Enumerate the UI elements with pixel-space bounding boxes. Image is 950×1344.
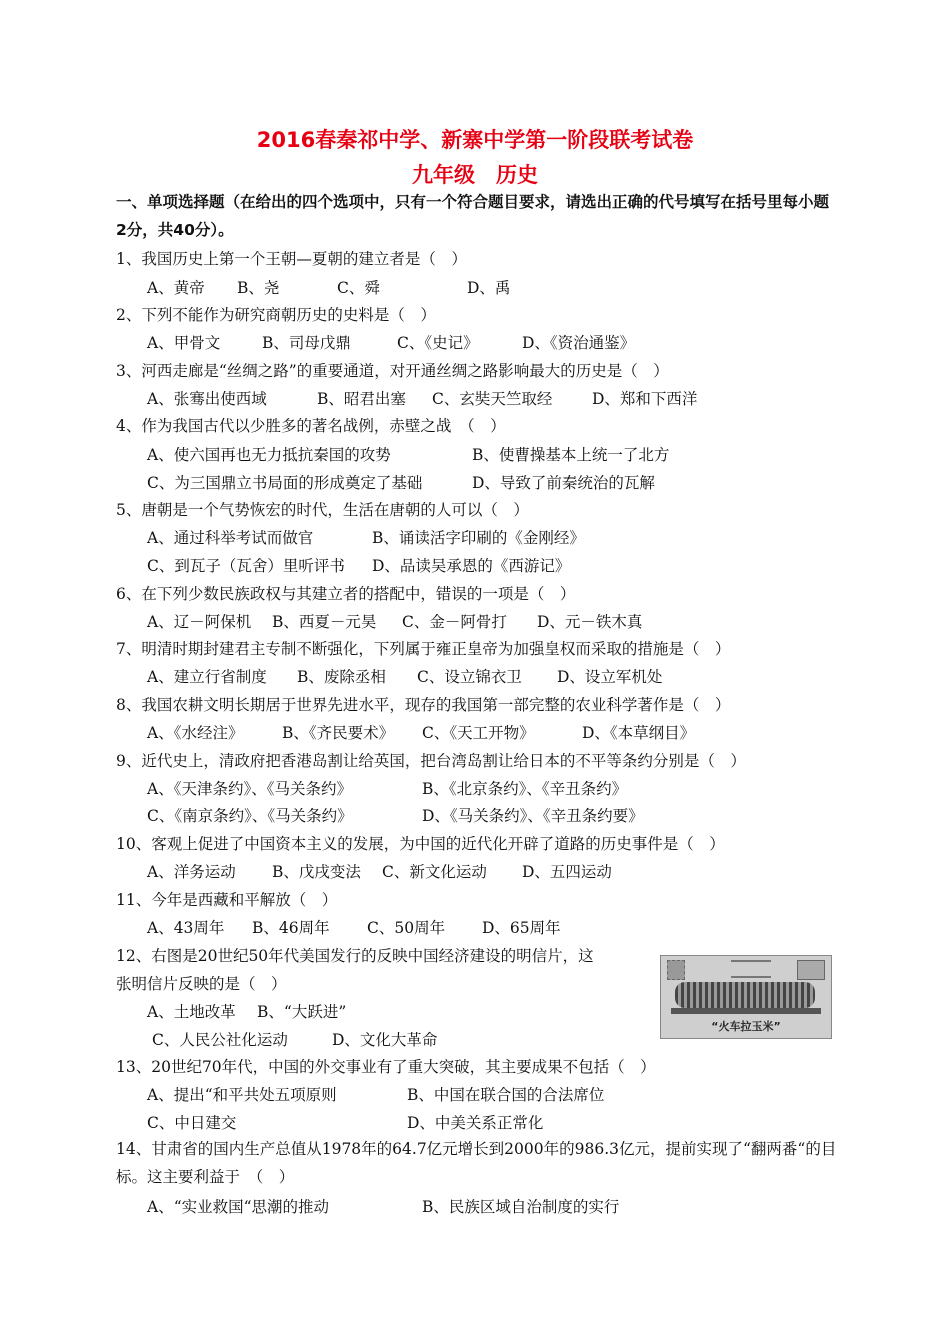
option: C、玄奘天竺取经	[432, 390, 553, 408]
option: C、《南京条约》、《马关条约》	[147, 807, 353, 825]
exam-subtitle: 九年级 历史	[412, 163, 538, 187]
option: D、设立军机处	[557, 668, 663, 686]
train-wheels	[671, 1008, 821, 1014]
option: C、中日建交	[147, 1114, 237, 1132]
question-stem: 2、下列不能作为研究商朝历史的史料是（ ）	[116, 306, 436, 324]
option: A、建立行省制度	[147, 668, 267, 686]
option: A、《天津条约》、《马关条约》	[147, 780, 352, 798]
question-stem: 5、唐朝是一个气势恢宏的时代，生活在唐朝的人可以（ ）	[116, 501, 529, 519]
question-stem-cont: 张明信片反映的是（ ）	[116, 975, 287, 993]
postmark-icon	[731, 960, 771, 978]
question-stem: 3、河西走廊是“丝绸之路”的重要通道，对开通丝绸之路影响最大的历史是（ ）	[116, 362, 669, 380]
option: A、使六国再也无力抵抗秦国的攻势	[147, 446, 391, 464]
option: C、《史记》	[397, 334, 479, 352]
corn-train-illustration	[675, 982, 815, 1008]
question-stem: 13、20世纪70年代，中国的外交事业有了重大突破，其主要成果不包括（ ）	[116, 1058, 656, 1076]
option: A、黄帝	[147, 279, 205, 297]
option: D、郑和下西洋	[592, 390, 698, 408]
option: A、张骞出使西域	[147, 390, 267, 408]
option: C、设立锦衣卫	[417, 668, 522, 686]
option: D、中美关系正常化	[407, 1114, 544, 1132]
question-stem: 9、近代史上，清政府把香港岛割让给英国，把台湾岛割让给日本的不平等条约分别是（ ）	[116, 752, 746, 770]
option: B、使曹操基本上统一了北方	[472, 446, 670, 464]
option: A、通过科举考试而做官	[147, 529, 314, 547]
option: B、废除丞相	[297, 668, 386, 686]
option: B、中国在联合国的合法席位	[407, 1086, 605, 1104]
option: B、戊戌变法	[272, 863, 361, 881]
option: C、人民公社化运动	[152, 1031, 288, 1049]
option: D、元－铁木真	[537, 613, 643, 631]
stamp-icon	[667, 960, 685, 980]
option: A、洋务运动	[147, 863, 236, 881]
question-stem: 6、在下列少数民族政权与其建立者的搭配中，错误的一项是（ ）	[116, 585, 576, 603]
question-stem: 4、作为我国古代以少胜多的著名战例，赤壁之战 （ ）	[116, 417, 506, 435]
option: A、43周年	[147, 919, 225, 937]
option: B、尧	[237, 279, 280, 297]
option: B、《齐民要术》	[282, 724, 395, 742]
option: B、《北京条约》、《辛丑条约》	[422, 780, 628, 798]
option: D、《资治通鉴》	[522, 334, 636, 352]
question-stem: 14、甘肃省的国内生产总值从1978年的64.7亿元增长到2000年的986.3亿元，提前实现了“翻两番“的目标。这主要利益于 （ ）	[116, 1140, 837, 1186]
stamp-icon	[797, 960, 825, 980]
option: D、禹	[467, 279, 511, 297]
option: A、土地改革	[147, 1003, 236, 1021]
option: D、65周年	[482, 919, 561, 937]
option: B、诵读活字印刷的《金刚经》	[372, 529, 585, 547]
option: B、46周年	[252, 919, 330, 937]
option: C、舜	[337, 279, 380, 297]
postcard-image	[660, 955, 832, 1039]
option: C、50周年	[367, 919, 446, 937]
option: C、为三国鼎立书局面的形成奠定了基础	[147, 474, 423, 492]
option: C、新文化运动	[382, 863, 487, 881]
option: D、文化大革命	[332, 1031, 438, 1049]
question-stem: 10、客观上促进了中国资本主义的发展，为中国的近代化开辟了道路的历史事件是（ ）	[116, 835, 725, 853]
option: A、甲骨文	[147, 334, 221, 352]
option: A、《水经注》	[147, 724, 244, 742]
option: B、司母戊鼎	[262, 334, 351, 352]
option: C、到瓦子（瓦舍）里听评书	[147, 557, 345, 575]
option: D、《马关条约》、《辛丑条约要》	[422, 807, 644, 825]
section-instruction: 一、单项选择题（在给出的四个选项中，只有一个符合题目要求，请选出正确的代号填写在括号里每小题2分，共40分）。	[116, 193, 830, 239]
option: A、“实业救国“思潮的推动	[147, 1198, 330, 1216]
option: B、“大跃进”	[257, 1003, 347, 1021]
exam-title: 2016春秦祁中学、新寨中学第一阶段联考试卷	[256, 128, 694, 152]
question-stem: 11、今年是西藏和平解放（ ）	[116, 891, 338, 909]
option: D、品读吴承恩的《西游记》	[372, 557, 571, 575]
option: D、导致了前秦统治的瓦解	[472, 474, 655, 492]
option: D、《本草纲目》	[582, 724, 696, 742]
question-stem: 12、右图是20世纪50年代美国发行的反映中国经济建设的明信片，这	[116, 947, 594, 965]
question-stem: 8、我国农耕文明长期居于世界先进水平，现存的我国第一部完整的农业科学著作是（ ）	[116, 696, 731, 714]
postcard-caption: “火车拉玉米”	[711, 1020, 781, 1033]
option: C、《天工开物》	[422, 724, 535, 742]
question-stem: 1、我国历史上第一个王朝—夏朝的建立者是（ ）	[116, 250, 467, 268]
option: A、辽－阿保机	[147, 613, 252, 631]
question-stem: 7、明清时期封建君主专制不断强化，下列属于雍正皇帝为加强皇权而采取的措施是（ ）	[116, 640, 731, 658]
option: B、西夏－元昊	[272, 613, 377, 631]
option: B、昭君出塞	[317, 390, 406, 408]
option: C、金－阿骨打	[402, 613, 507, 631]
option: D、五四运动	[522, 863, 612, 881]
option: B、民族区域自治制度的实行	[422, 1198, 620, 1216]
option: A、提出“和平共处五项原则	[147, 1086, 337, 1104]
